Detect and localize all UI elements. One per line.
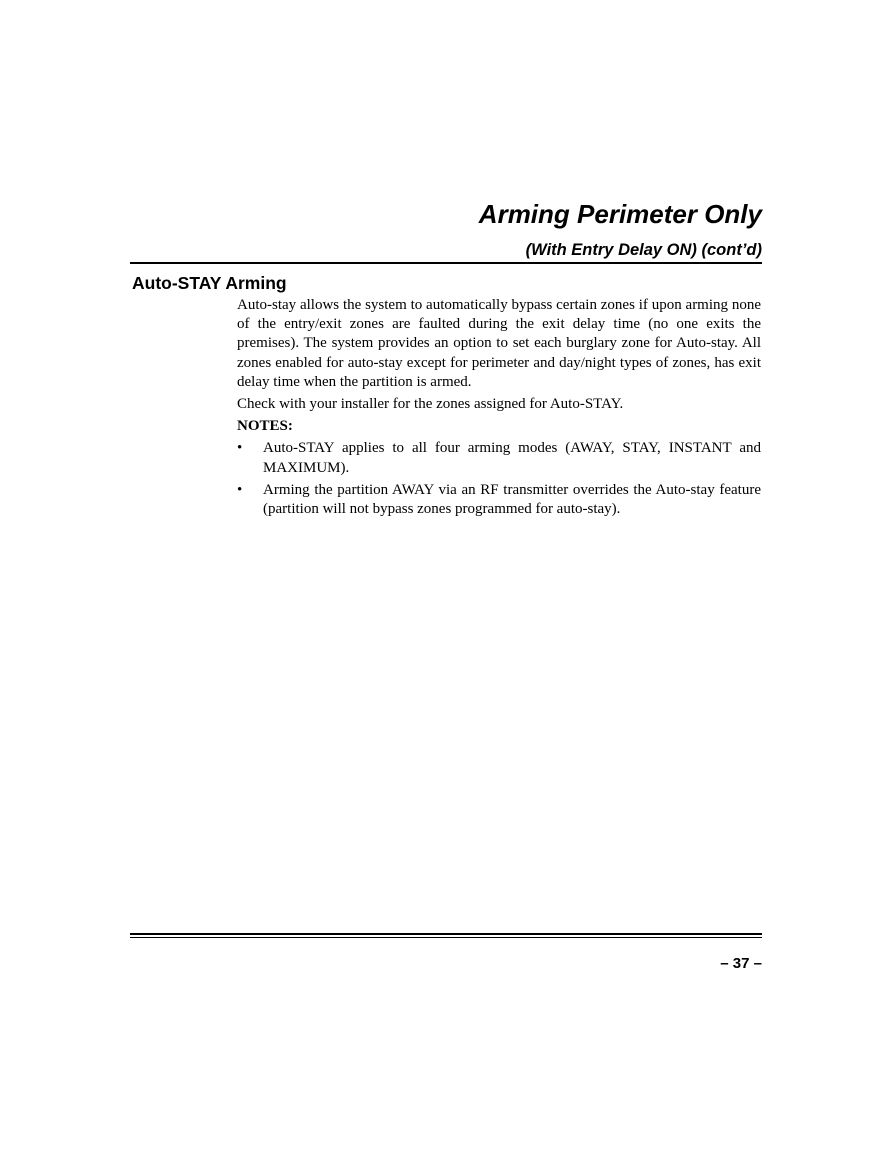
section-heading: Auto-STAY Arming <box>132 273 287 293</box>
section-body <box>237 296 761 522</box>
bullet-icon: • <box>237 481 243 498</box>
page-number: – 37 – <box>720 955 762 972</box>
page-subtitle: (With Entry Delay ON) (cont’d) <box>525 241 762 259</box>
bullet-icon: • <box>237 440 243 457</box>
list-item <box>237 439 761 477</box>
body-paragraph: Check with your installer for the zones assigned for Auto-STAY. <box>237 396 624 413</box>
body-paragraph: Auto-stay allows the system to automatically bypass certain zones if upon arming none of the entry/exit zones are faulted during the exit delay time (no one exits the premises). The system provides an option to set each burglary zone for Auto-stay. All zones enabled for auto-stay except for perimeter and day/night types of zones, has exit delay time when the partition is armed. <box>237 297 761 390</box>
note-text: Arming the partition AWAY via an RF transmitter overrides the Auto-stay feature (partition will not bypass zones programmed for auto-stay). <box>263 481 761 518</box>
notes-label: NOTES: <box>237 418 293 435</box>
footer-divider <box>130 933 762 935</box>
footer-divider-thin <box>130 937 762 938</box>
list-item <box>237 481 761 519</box>
notes-list <box>237 439 761 519</box>
page-title: Arming Perimeter Only <box>478 199 762 229</box>
note-text: Auto-STAY applies to all four arming modes (AWAY, STAY, INSTANT and MAXIMUM). <box>263 440 761 476</box>
header-divider <box>130 262 762 264</box>
